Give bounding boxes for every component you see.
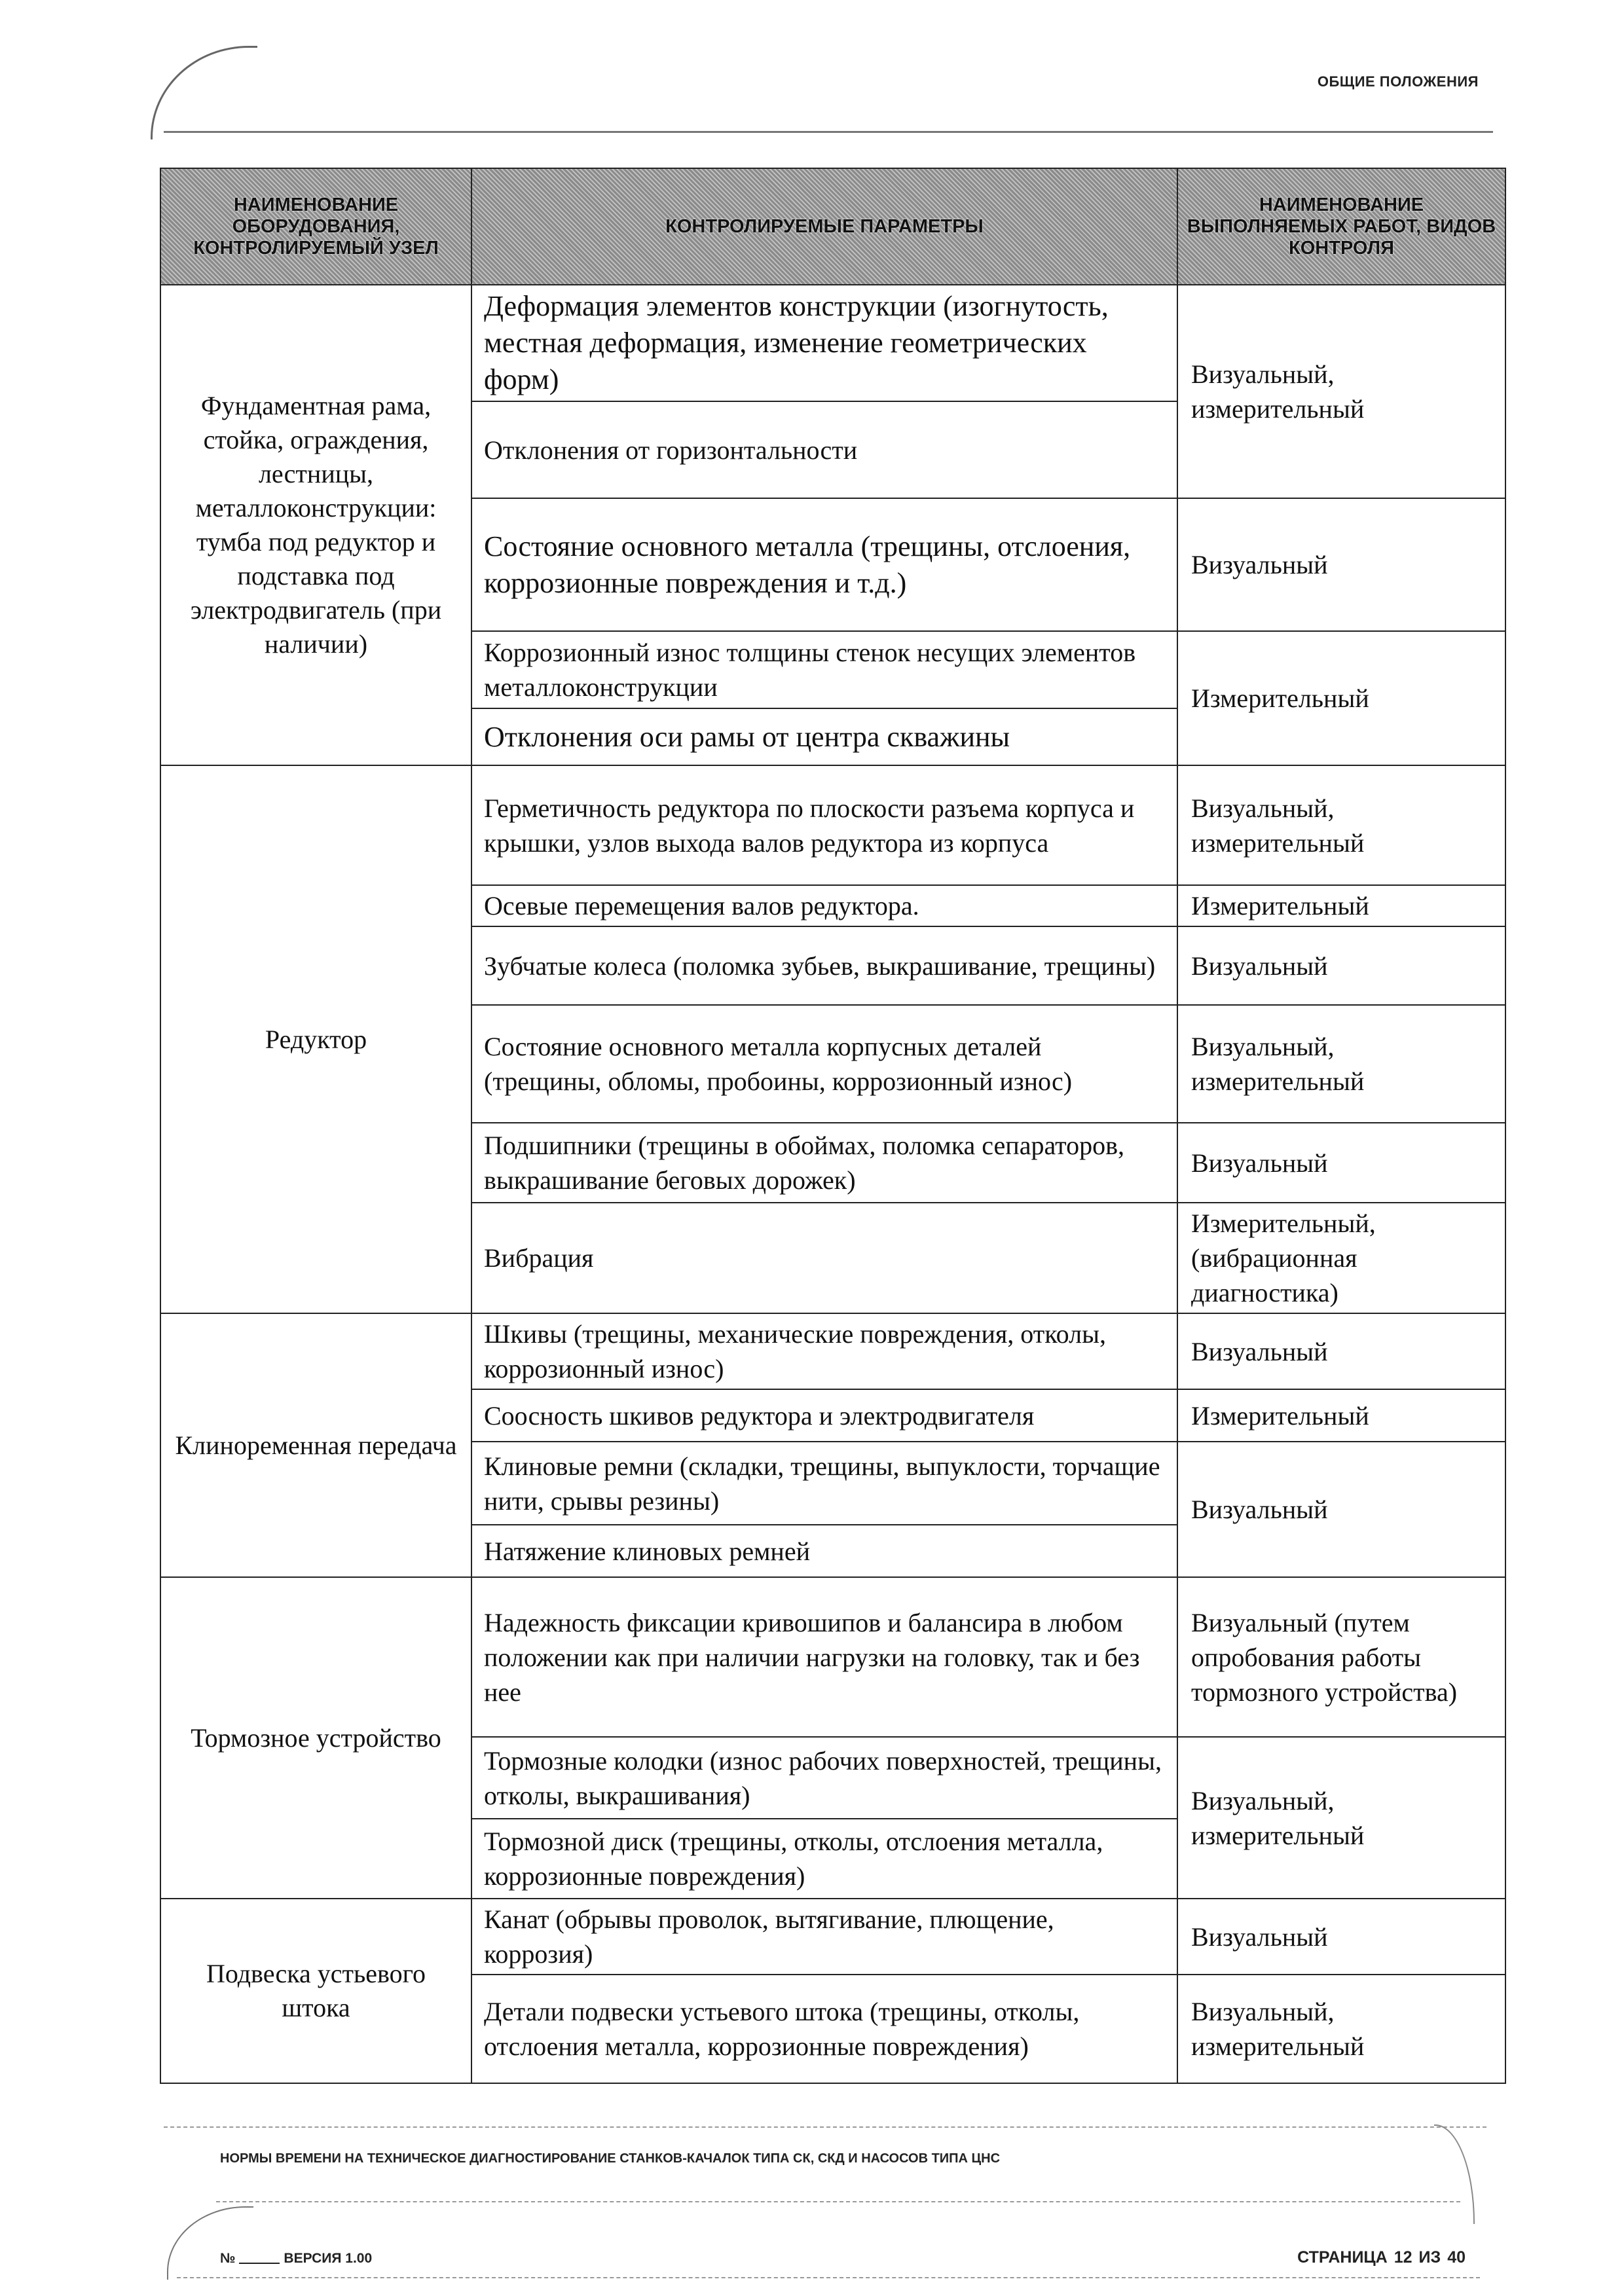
parameter-cell: Натяжение клиновых ремней xyxy=(471,1525,1177,1577)
equipment-cell: Тормозное устройство xyxy=(160,1577,471,1899)
equipment-cell: Редуктор xyxy=(160,765,471,1313)
control-cell: Визуальный, измерительный xyxy=(1177,285,1505,498)
section-title: ОБЩИЕ ПОЛОЖЕНИЯ xyxy=(1317,73,1479,90)
header-control-type: НАИМЕНОВАНИЕ ВЫПОЛНЯЕМЫХ РАБОТ, ВИДОВ КОНТРОЛЯ xyxy=(1177,168,1505,285)
page-indicator xyxy=(1297,2248,1472,2267)
of-label: ИЗ xyxy=(1418,2248,1441,2267)
control-cell: Измерительный, (вибрационная диагностика) xyxy=(1177,1203,1505,1313)
version-label: ВЕРСИЯ 1.00 xyxy=(284,2251,373,2266)
control-cell: Визуальный, измерительный xyxy=(1177,765,1505,885)
parameter-cell: Детали подвески устьевого штока (трещины, отколы, отслоения металла, коррозионные повреждения) xyxy=(471,1975,1177,2083)
equipment-cell: Фундаментная рама, стойка, ограждения, лестницы, металлоконструкции: тумба под редуктор и подставка под электродвигатель (при наличии) xyxy=(160,285,471,765)
control-cell: Визуальный (путем опробования работы тормозного устройства) xyxy=(1177,1577,1505,1737)
page-label: СТРАНИЦА xyxy=(1297,2248,1388,2267)
parameter-cell: Тормозной диск (трещины, отколы, отслоения металла, коррозионные повреждения) xyxy=(471,1819,1177,1899)
footer-rule-mid xyxy=(216,2201,1460,2202)
equipment-cell: Подвеска устьевого штока xyxy=(160,1899,471,2083)
header-equipment: НАИМЕНОВАНИЕ ОБОРУДОВАНИЯ, КОНТРОЛИРУЕМЫЙ УЗЕЛ xyxy=(160,168,471,285)
parameter-cell: Состояние основного металла корпусных деталей (трещины, обломы, пробоины, коррозионный износ) xyxy=(471,1005,1177,1123)
table-row xyxy=(160,285,1505,401)
control-cell: Визуальный, измерительный xyxy=(1177,1975,1505,2083)
control-cell: Визуальный xyxy=(1177,926,1505,1005)
header-parameters: КОНТРОЛИРУЕМЫЕ ПАРАМЕТРЫ xyxy=(471,168,1177,285)
control-cell: Измерительный xyxy=(1177,631,1505,765)
table-row xyxy=(160,1899,1505,1975)
footer-rule-top xyxy=(164,2126,1486,2128)
control-cell: Визуальный, измерительный xyxy=(1177,1737,1505,1899)
parameter-cell: Зубчатые колеса (поломка зубьев, выкрашивание, трещины) xyxy=(471,926,1177,1005)
parameter-cell: Тормозные колодки (износ рабочих поверхностей, трещины, отколы, выкрашивания) xyxy=(471,1737,1177,1819)
footer-rule-bottom xyxy=(177,2277,1480,2278)
page-total: 40 xyxy=(1447,2248,1466,2267)
parameter-cell: Осевые перемещения валов редуктора. xyxy=(471,885,1177,926)
header-decoration xyxy=(151,46,257,139)
parameter-cell: Подшипники (трещины в обоймах, поломка сепараторов, выкрашивание беговых дорожек) xyxy=(471,1123,1177,1203)
number-label: № xyxy=(220,2251,236,2266)
parameter-cell: Деформация элементов конструкции (изогнутость, местная деформация, изменение геометрических форм) xyxy=(471,285,1177,401)
parameter-cell: Клиновые ремни (складки, трещины, выпуклости, торчащие нити, срывы резины) xyxy=(471,1442,1177,1525)
control-cell: Визуальный xyxy=(1177,1313,1505,1389)
diagnostics-table xyxy=(160,168,1506,2084)
control-cell: Визуальный, измерительный xyxy=(1177,1005,1505,1123)
control-cell: Измерительный xyxy=(1177,885,1505,926)
table-row xyxy=(160,1577,1505,1737)
document-title: НОРМЫ ВРЕМЕНИ НА ТЕХНИЧЕСКОЕ ДИАГНОСТИРОВАНИЕ СТАНКОВ-КАЧАЛОК ТИПА СК, СКД И НАСОСОВ ТИПА ЦНС xyxy=(220,2151,1001,2166)
header-rule xyxy=(164,131,1493,133)
parameter-cell: Соосность шкивов редуктора и электродвигателя xyxy=(471,1389,1177,1442)
control-cell: Визуальный xyxy=(1177,1123,1505,1203)
control-cell: Визуальный xyxy=(1177,1899,1505,1975)
table-row xyxy=(160,765,1505,885)
parameter-cell: Коррозионный износ толщины стенок несущих элементов металлоконструкции xyxy=(471,631,1177,708)
parameter-cell: Канат (обрывы проволок, вытягивание, плющение, коррозия) xyxy=(471,1899,1177,1975)
parameter-cell: Герметичность редуктора по плоскости разъема корпуса и крышки, узлов выхода валов редуктора из корпуса xyxy=(471,765,1177,885)
footer-decoration-right xyxy=(1434,2124,1475,2224)
equipment-cell: Клиноременная передача xyxy=(160,1313,471,1577)
table-header-row xyxy=(160,168,1505,285)
page-number: 12 xyxy=(1393,2248,1412,2267)
parameter-cell: Шкивы (трещины, механические повреждения, отколы, коррозионный износ) xyxy=(471,1313,1177,1389)
parameter-cell: Состояние основного металла (трещины, отслоения, коррозионные повреждения и т.д.) xyxy=(471,498,1177,631)
control-cell: Визуальный xyxy=(1177,1442,1505,1577)
control-cell: Визуальный xyxy=(1177,498,1505,631)
document-version xyxy=(220,2251,372,2267)
number-blank xyxy=(239,2263,280,2264)
parameter-cell: Отклонения от горизонтальности xyxy=(471,401,1177,498)
parameter-cell: Надежность фиксации кривошипов и балансира в любом положении как при наличии нагрузки на головку, так и без нее xyxy=(471,1577,1177,1737)
table-row xyxy=(160,1313,1505,1389)
control-cell: Измерительный xyxy=(1177,1389,1505,1442)
parameter-cell: Отклонения оси рамы от центра скважины xyxy=(471,708,1177,765)
footer-decoration-left xyxy=(167,2206,253,2280)
parameter-cell: Вибрация xyxy=(471,1203,1177,1313)
